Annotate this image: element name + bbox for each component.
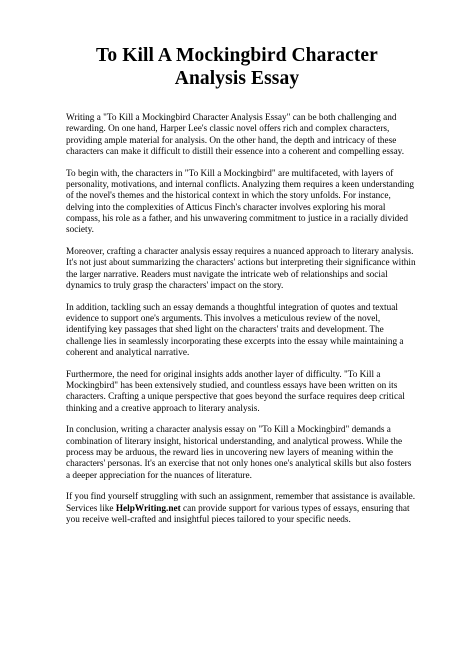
- closing-text-end: can provide support for various types of essays, ensuring that you receive well-crafted and insightful pieces tailored to your specific needs.: [66, 503, 410, 525]
- service-brand-name: HelpWriting.net: [115, 503, 181, 514]
- paragraph-conclusion: In conclusion, writing a character analysis essay on "To Kill a Mockingbird" demands a combination of literary insight, historical understanding, and analytical prowess. While the process may be arduous, the reward lies in uncovering new layers of meaning within the characters' personas. It's an exercise that not only hones one's analytical skills but also fosters a deeper appreciation for the nuances of literature.: [66, 425, 412, 481]
- essay-body: [66, 113, 416, 537]
- closing-text-start: If you find yourself struggling with such an assignment, remember that assistance is available. Services like: [66, 492, 416, 514]
- paragraph-intro: Writing a "To Kill a Mockingbird Character Analysis Essay" can be both challenging and rewarding. On one hand, Harper Lee's classic novel offers rich and complex characters, providing ample material for analysis. On the other hand, the depth and intricacy of these characters can make it difficult to distill their essence into a coherent and compelling essay.: [66, 113, 405, 157]
- paragraph-characters: To begin with, the characters in "To Kill a Mockingbird" are multifaceted, with layers of personality, motivations, and internal conflicts. Analyzing them requires a keen understanding of the novel's themes and the historical context in which the story unfolds. For instance, delving into the complexities of Atticus Finch's character involves exploring his moral compass, his role as a father, and his unwavering commitment to justice in a racially divided society.: [66, 168, 414, 236]
- paragraph-textual-evidence: In addition, tackling such an essay demands a thoughtful integration of quotes and textual evidence to support one's arguments. This involves a meticulous review of the novel, identifying key passages that shed light on the characters' traits and development. The challenge lies in seamlessly incorporating these excerpts into the essay while maintaining a coherent and analytical narrative.: [66, 302, 404, 358]
- page-title: To Kill A Mockingbird Character Analysis Essay: [96, 45, 378, 89]
- paragraph-literary-analysis: Moreover, crafting a character analysis essay requires a nuanced approach to literary analysis. It's not just about summarizing the characters' actions but interpreting their significance within the larger narrative. Readers must navigate the intricate web of relationships and social dynamics to truly grasp the characters' impact on the story.: [66, 246, 416, 291]
- paragraph-closing: [66, 492, 416, 526]
- paragraph-original-insights: Furthermore, the need for original insights adds another layer of difficulty. "To Kill a Mockingbird" has been extensively studied, and countless essays have been written on its characters. Crafting a unique perspective that goes beyond the surface requires deep critical thinking and a creative approach to literary analysis.: [66, 369, 405, 414]
